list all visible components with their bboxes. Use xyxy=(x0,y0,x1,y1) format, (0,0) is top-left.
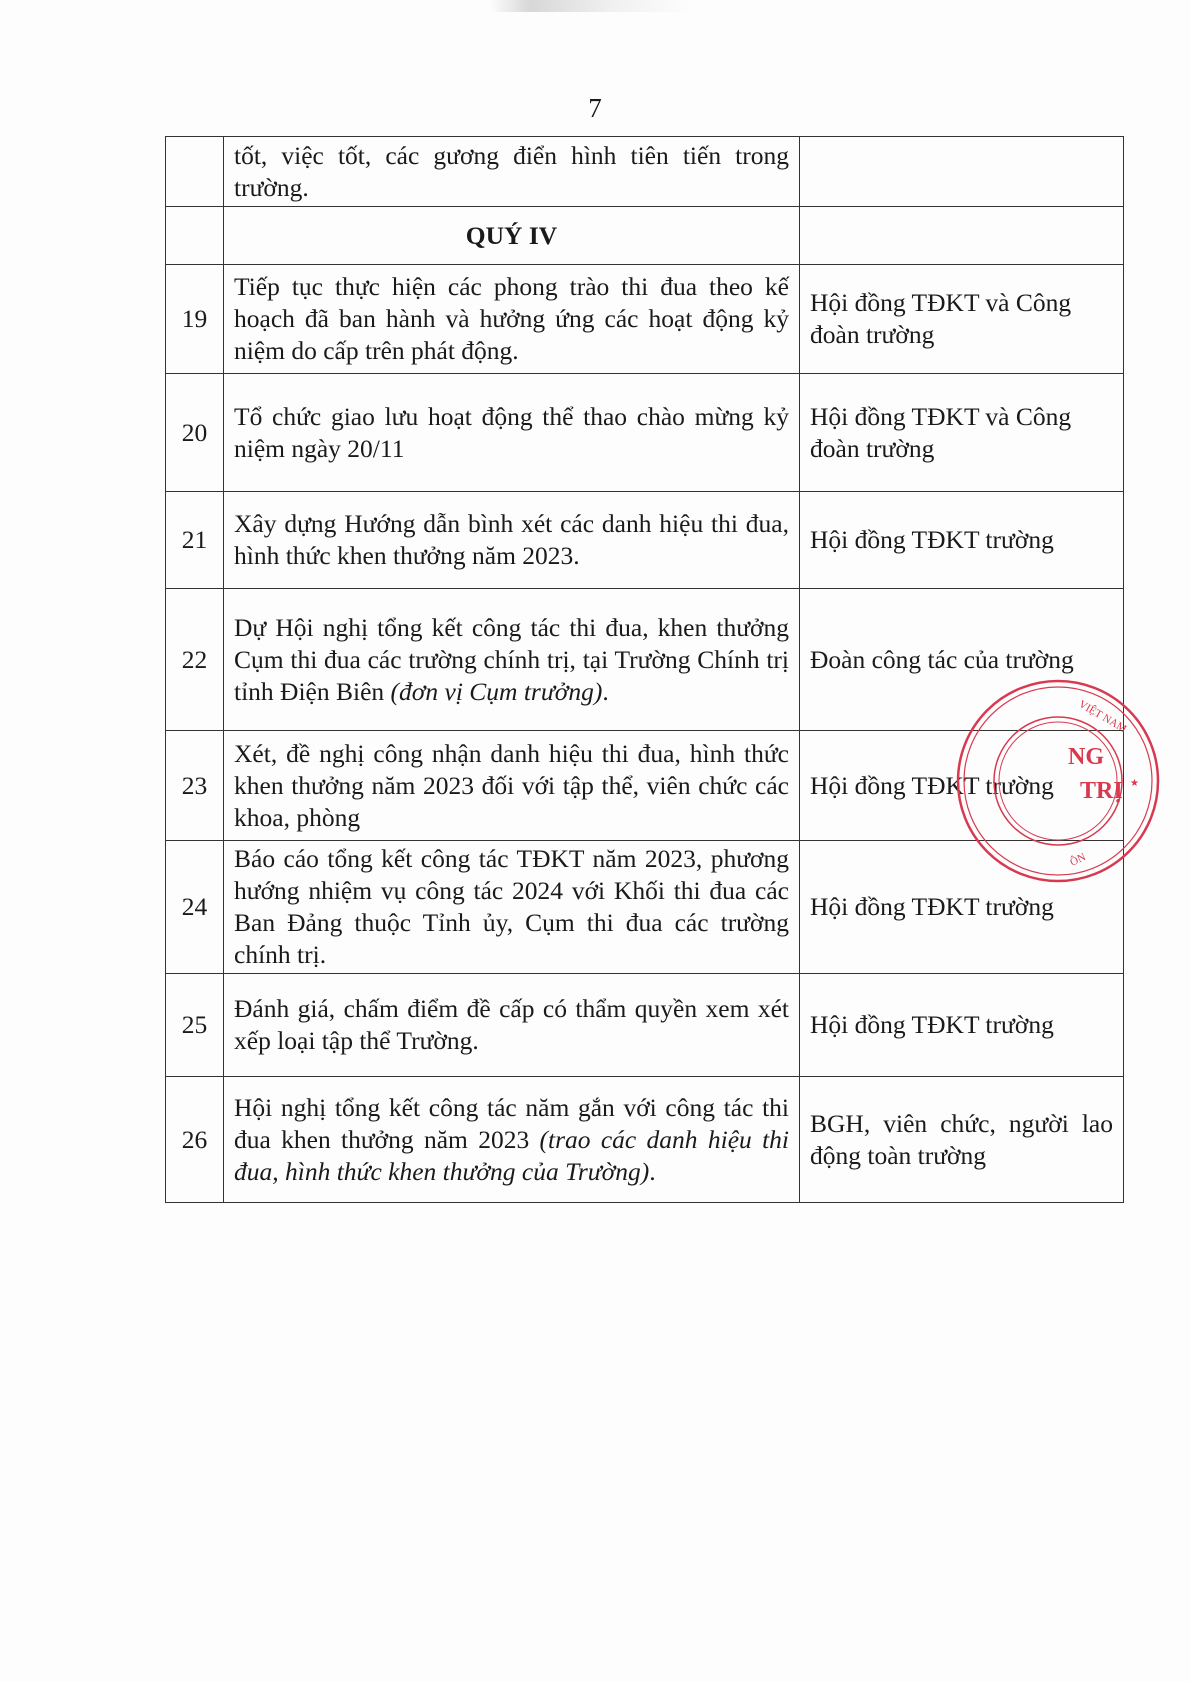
content-cell xyxy=(224,1077,800,1203)
content-cell: Tổ chức giao lưu hoạt động thể thao chào mừng kỷ niệm ngày 20/11 xyxy=(224,374,800,492)
stt-cell xyxy=(166,207,224,265)
stt-cell: 21 xyxy=(166,492,224,589)
table-row xyxy=(166,492,1124,589)
owner-cell xyxy=(800,207,1124,265)
stt-cell: 25 xyxy=(166,974,224,1077)
content-tail: . xyxy=(649,1156,656,1186)
stt-cell: 22 xyxy=(166,589,224,731)
seal-arc-bottom: ÔN xyxy=(1068,851,1088,869)
stt-cell: 20 xyxy=(166,374,224,492)
table-row xyxy=(166,265,1124,374)
table-row xyxy=(166,1077,1124,1203)
content-italic: (trao các danh hiệu thi đua, hình thức khen thưởng của Trường) xyxy=(234,1124,790,1186)
plan-table xyxy=(165,136,1124,1203)
content-text: Dự Hội nghị tổng kết công tác thi đua, khen thưởng Cụm thi đua các trường chính trị, tại Trường Chính trị tỉnh Điện Biên xyxy=(234,612,789,706)
stt-cell: 19 xyxy=(166,265,224,374)
owner-cell: Hội đồng TĐKT trường xyxy=(800,492,1124,589)
table-row xyxy=(166,974,1124,1077)
owner-cell: Hội đồng TĐKT và Công đoàn trường xyxy=(800,374,1124,492)
stt-cell: 23 xyxy=(166,731,224,841)
scan-artifact xyxy=(490,0,690,12)
owner-cell: Hội đồng TĐKT trường xyxy=(800,841,1124,974)
owner-cell: Hội đồng TĐKT trường xyxy=(800,731,1124,841)
owner-cell xyxy=(800,137,1124,207)
content-cell: Tiếp tục thực hiện các phong trào thi đua theo kế hoạch đã ban hành và hưởng ứng các hoạt động kỷ niệm do cấp trên phát động. xyxy=(224,265,800,374)
content-italic: (đơn vị Cụm trưởng) xyxy=(390,676,603,706)
seal-arc-top: VIỆT NAM xyxy=(1076,698,1129,736)
table-row xyxy=(166,137,1124,207)
owner-cell: BGH, viên chức, người lao động toàn trường xyxy=(800,1077,1124,1203)
stt-cell xyxy=(166,137,224,207)
table-row xyxy=(166,841,1124,974)
content-tail: . xyxy=(602,676,609,706)
page-number: 7 xyxy=(588,93,602,123)
stt-cell: 26 xyxy=(166,1077,224,1203)
seal-star-icon: ★ xyxy=(1130,778,1139,789)
seal-text-mid: TRỊ xyxy=(1080,778,1123,804)
table-row xyxy=(166,589,1124,731)
content-cell: Đánh giá, chấm điểm đề cấp có thẩm quyền xem xét xếp loại tập thể Trường. xyxy=(224,974,800,1077)
content-cell: Xét, đề nghị công nhận danh hiệu thi đua, hình thức khen thưởng năm 2023 đối với tập thể, viên chức các khoa, phòng xyxy=(224,731,800,841)
table-row xyxy=(166,731,1124,841)
content-cell: Xây dựng Hướng dẫn bình xét các danh hiệu thi đua, hình thức khen thưởng năm 2023. xyxy=(224,492,800,589)
table-row xyxy=(166,374,1124,492)
content-cell: tốt, việc tốt, các gương điển hình tiên tiến trong trường. xyxy=(224,137,800,207)
content-cell xyxy=(224,589,800,731)
quarter-heading: QUÝ IV xyxy=(224,207,800,265)
content-text: Hội nghị tổng kết công tác năm gắn với công tác thi đua khen thưởng năm 2023 xyxy=(234,1092,789,1154)
owner-cell: Hội đồng TĐKT trường xyxy=(800,974,1124,1077)
seal-text-top: NG xyxy=(1068,744,1104,770)
owner-cell: Hội đồng TĐKT và Công đoàn trường xyxy=(800,265,1124,374)
stt-cell: 24 xyxy=(166,841,224,974)
owner-cell: Đoàn công tác của trường xyxy=(800,589,1124,731)
content-cell: Báo cáo tổng kết công tác TĐKT năm 2023, phương hướng nhiệm vụ công tác 2024 với Khối thi đua các Ban Đảng thuộc Tỉnh ủy, Cụm thi đua các trường chính trị. xyxy=(224,841,800,974)
quarter-row xyxy=(166,207,1124,265)
